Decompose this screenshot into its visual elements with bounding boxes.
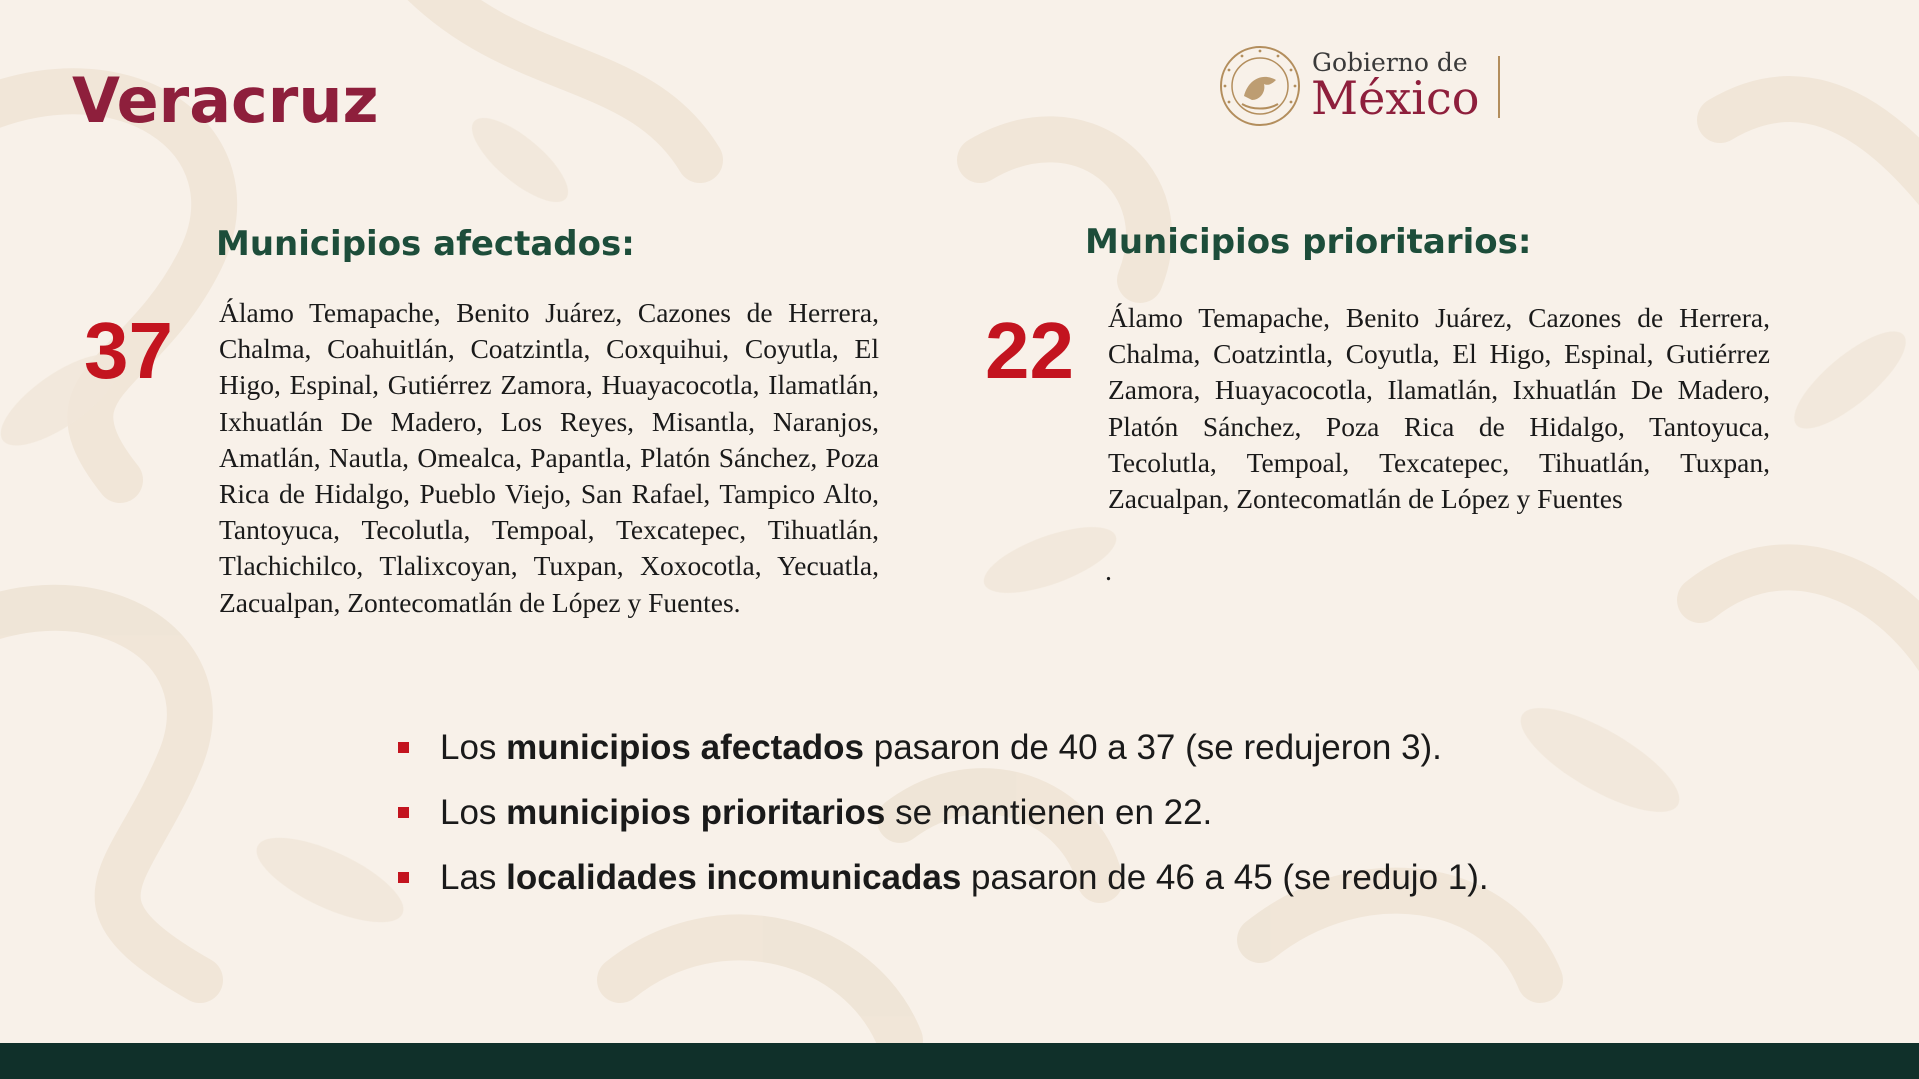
priority-count: 22 bbox=[985, 306, 1074, 395]
logo-line2: México bbox=[1311, 71, 1480, 125]
summary-bullets bbox=[395, 722, 1595, 917]
footer-bar bbox=[0, 1043, 1919, 1079]
bullet-item bbox=[395, 852, 1595, 917]
square-bullet-icon bbox=[398, 807, 409, 818]
square-bullet-icon bbox=[398, 742, 409, 753]
bullet-text-post: se mantienen en 22. bbox=[885, 793, 1213, 832]
bullet-text-pre: Los bbox=[440, 793, 507, 832]
trailing-dot: . bbox=[1105, 556, 1112, 587]
bullet-text-bold: localidades incomunicadas bbox=[506, 858, 962, 897]
square-bullet-icon bbox=[398, 872, 409, 883]
gobierno-logo bbox=[1218, 44, 1508, 134]
bullet-item bbox=[395, 722, 1595, 787]
page-title: Veracruz bbox=[72, 64, 379, 137]
mexico-seal-icon bbox=[1218, 44, 1302, 128]
bullet-text-bold: municipios afectados bbox=[506, 728, 865, 767]
bullet-text-pre: Las bbox=[440, 858, 507, 897]
priority-heading: Municipios prioritarios: bbox=[1085, 222, 1532, 262]
priority-municipalities-list: Álamo Temapache, Benito Juárez, Cazones de Herrera, Chalma, Coatzintla, Coyutla, El Higo, Espinal, Gutiérrez Zamora, Huayacocotla, Ilamatlán, Ixhuatlán De Madero, Platón Sánchez, Poza Rica de Hidalgo, Tantoyuca, Tecolutla, Tempoal, Texcatepec, Tihuatlán, Tuxpan, Zacualpan, Zontecomatlán de López y Fuentes bbox=[1108, 302, 1770, 515]
affected-count: 37 bbox=[84, 306, 173, 395]
bullet-item bbox=[395, 787, 1595, 852]
affected-municipalities-list: Álamo Temapache, Benito Juárez, Cazones de Herrera, Chalma, Coahuitlán, Coatzintla, Coxquihui, Coyutla, El Higo, Espinal, Gutiérrez Zamora, Huayacocotla, Ilamatlán, Ixhuatlán De Madero, Los Reyes, Misantla, Naranjos, Amatlán, Nautla, Omealca, Papantla, Platón Sánchez, Poza Rica de Hidalgo, Pueblo Viejo, San Rafael, Tampico Alto, Tantoyuca, Tecolutla, Tempoal, Texcatepec, Tihuatlán, Tlachichilco, Tlalixcoyan, Tuxpan, Xoxocotla, Yecuatla, Zacualpan, Zontecomatlán de López y Fuentes. bbox=[219, 297, 879, 618]
affected-heading: Municipios afectados: bbox=[216, 224, 635, 264]
logo-line1: Gobierno de bbox=[1312, 48, 1468, 77]
bullet-text-bold: municipios prioritarios bbox=[506, 793, 886, 832]
bullet-text-post: pasaron de 40 a 37 (se redujeron 3). bbox=[864, 728, 1442, 767]
bullet-text-post: pasaron de 46 a 45 (se redujo 1). bbox=[961, 858, 1489, 897]
bullet-text-pre: Los bbox=[440, 728, 507, 767]
logo-divider bbox=[1498, 56, 1500, 118]
